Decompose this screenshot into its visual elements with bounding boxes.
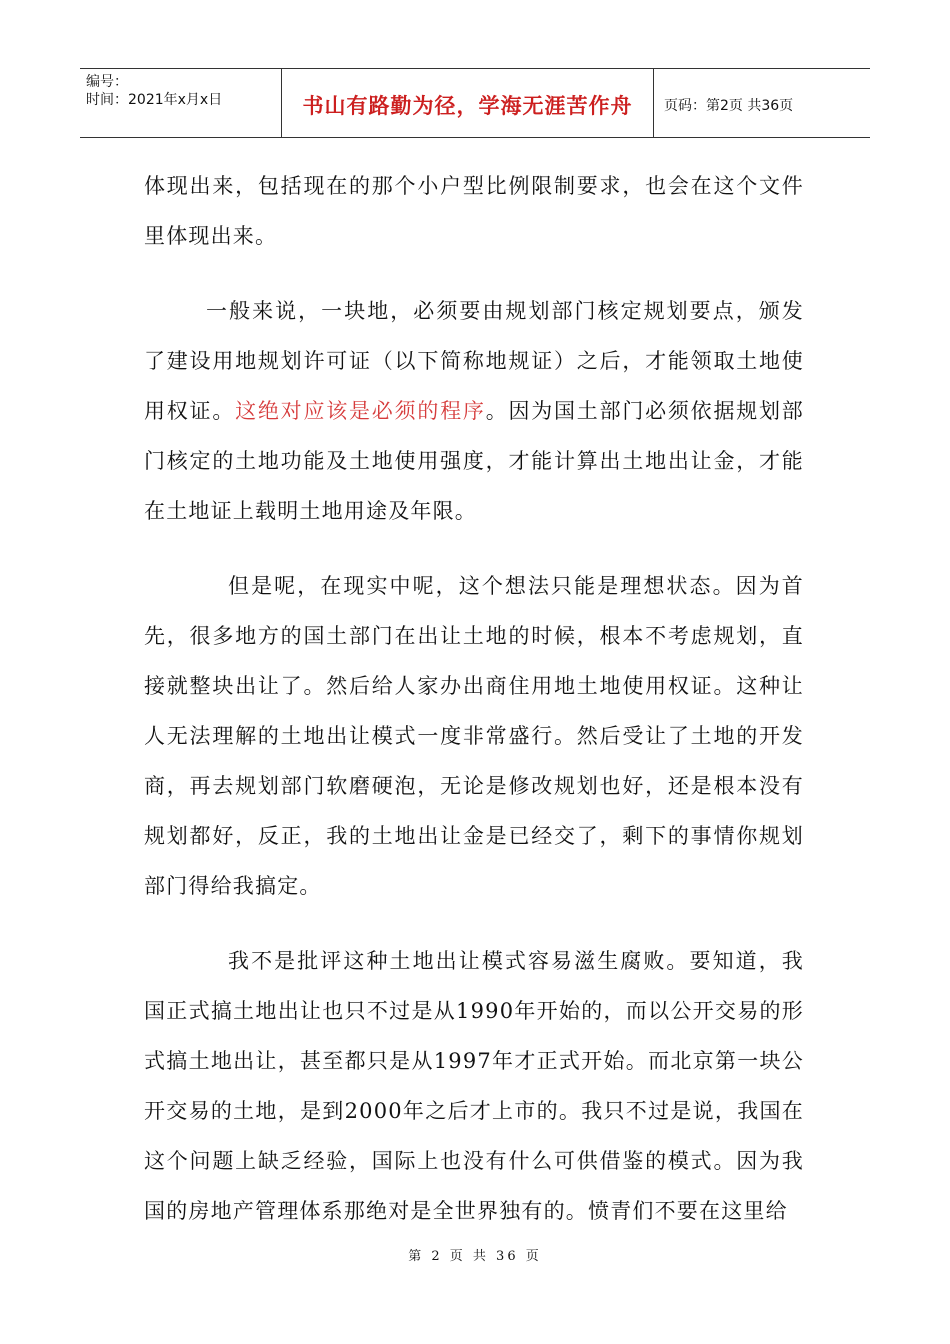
header-page-info: 页码：第2页 共36页: [664, 98, 794, 114]
document-body: [144, 161, 804, 1236]
paragraph-2-text-before: 一般来说，一块地，必须要由规划部门核定规划要点，颁发了建设用地规划许可证（以下简称地规证）之后，才能领取土地使用权证。: [144, 299, 804, 423]
paragraph-1: 体现出来，包括现在的那个小户型比例限制要求，也会在这个文件里体现出来。: [144, 174, 804, 248]
page-footer: [0, 1245, 950, 1264]
paragraph-2: [144, 286, 804, 536]
highlighted-text: 这绝对应该是必须的程序: [235, 399, 486, 423]
paragraph-2-text-after: 。因为国土部门必须依据规划部门核定的土地功能及土地使用强度，才能计算出土地出让金，才能在土地证上载明土地用途及年限。: [144, 399, 804, 523]
document-number-label: 编号：: [86, 74, 128, 90]
paragraph-4: 我不是批评这种土地出让模式容易滋生腐败。要知道，我国正式搞土地出让也只不过是从1990年开始的，而以公开交易的形式搞土地出让，甚至都只是从1997年才正式开始。而北京第一块公开交易的土地，是到2000年之后才上市的。我只不过是说，我国在这个问题上缺乏经验，国际上也没有什么可供借鉴的模式。因为我国的房地产管理体系那绝对是全世界独有的。愤青们不要在这里给: [144, 949, 804, 1223]
header-motto-cell: [282, 69, 654, 137]
page-header: [80, 68, 870, 138]
header-meta: [80, 69, 282, 137]
paragraph-3: 但是呢，在现实中呢，这个想法只能是理想状态。因为首先，很多地方的国土部门在出让土地的时候，根本不考虑规划，直接就整块出让了。然后给人家办出商住用地土地使用权证。这种让人无法理解的土地出让模式一度非常盛行。然后受让了土地的开发商，再去规划部门软磨硬泡，无论是修改规划也好，还是根本没有规划都好，反正，我的土地出让金是已经交了，剩下的事情你规划部门得给我搞定。: [144, 574, 804, 898]
document-time-label: 时间：2021年x月x日: [86, 92, 223, 108]
header-motto: 书山有路勤为径，学海无涯苦作舟: [302, 94, 633, 118]
footer-page-number: 第 2 页 共 36 页: [408, 1249, 542, 1264]
header-page-info-cell: [654, 69, 870, 137]
